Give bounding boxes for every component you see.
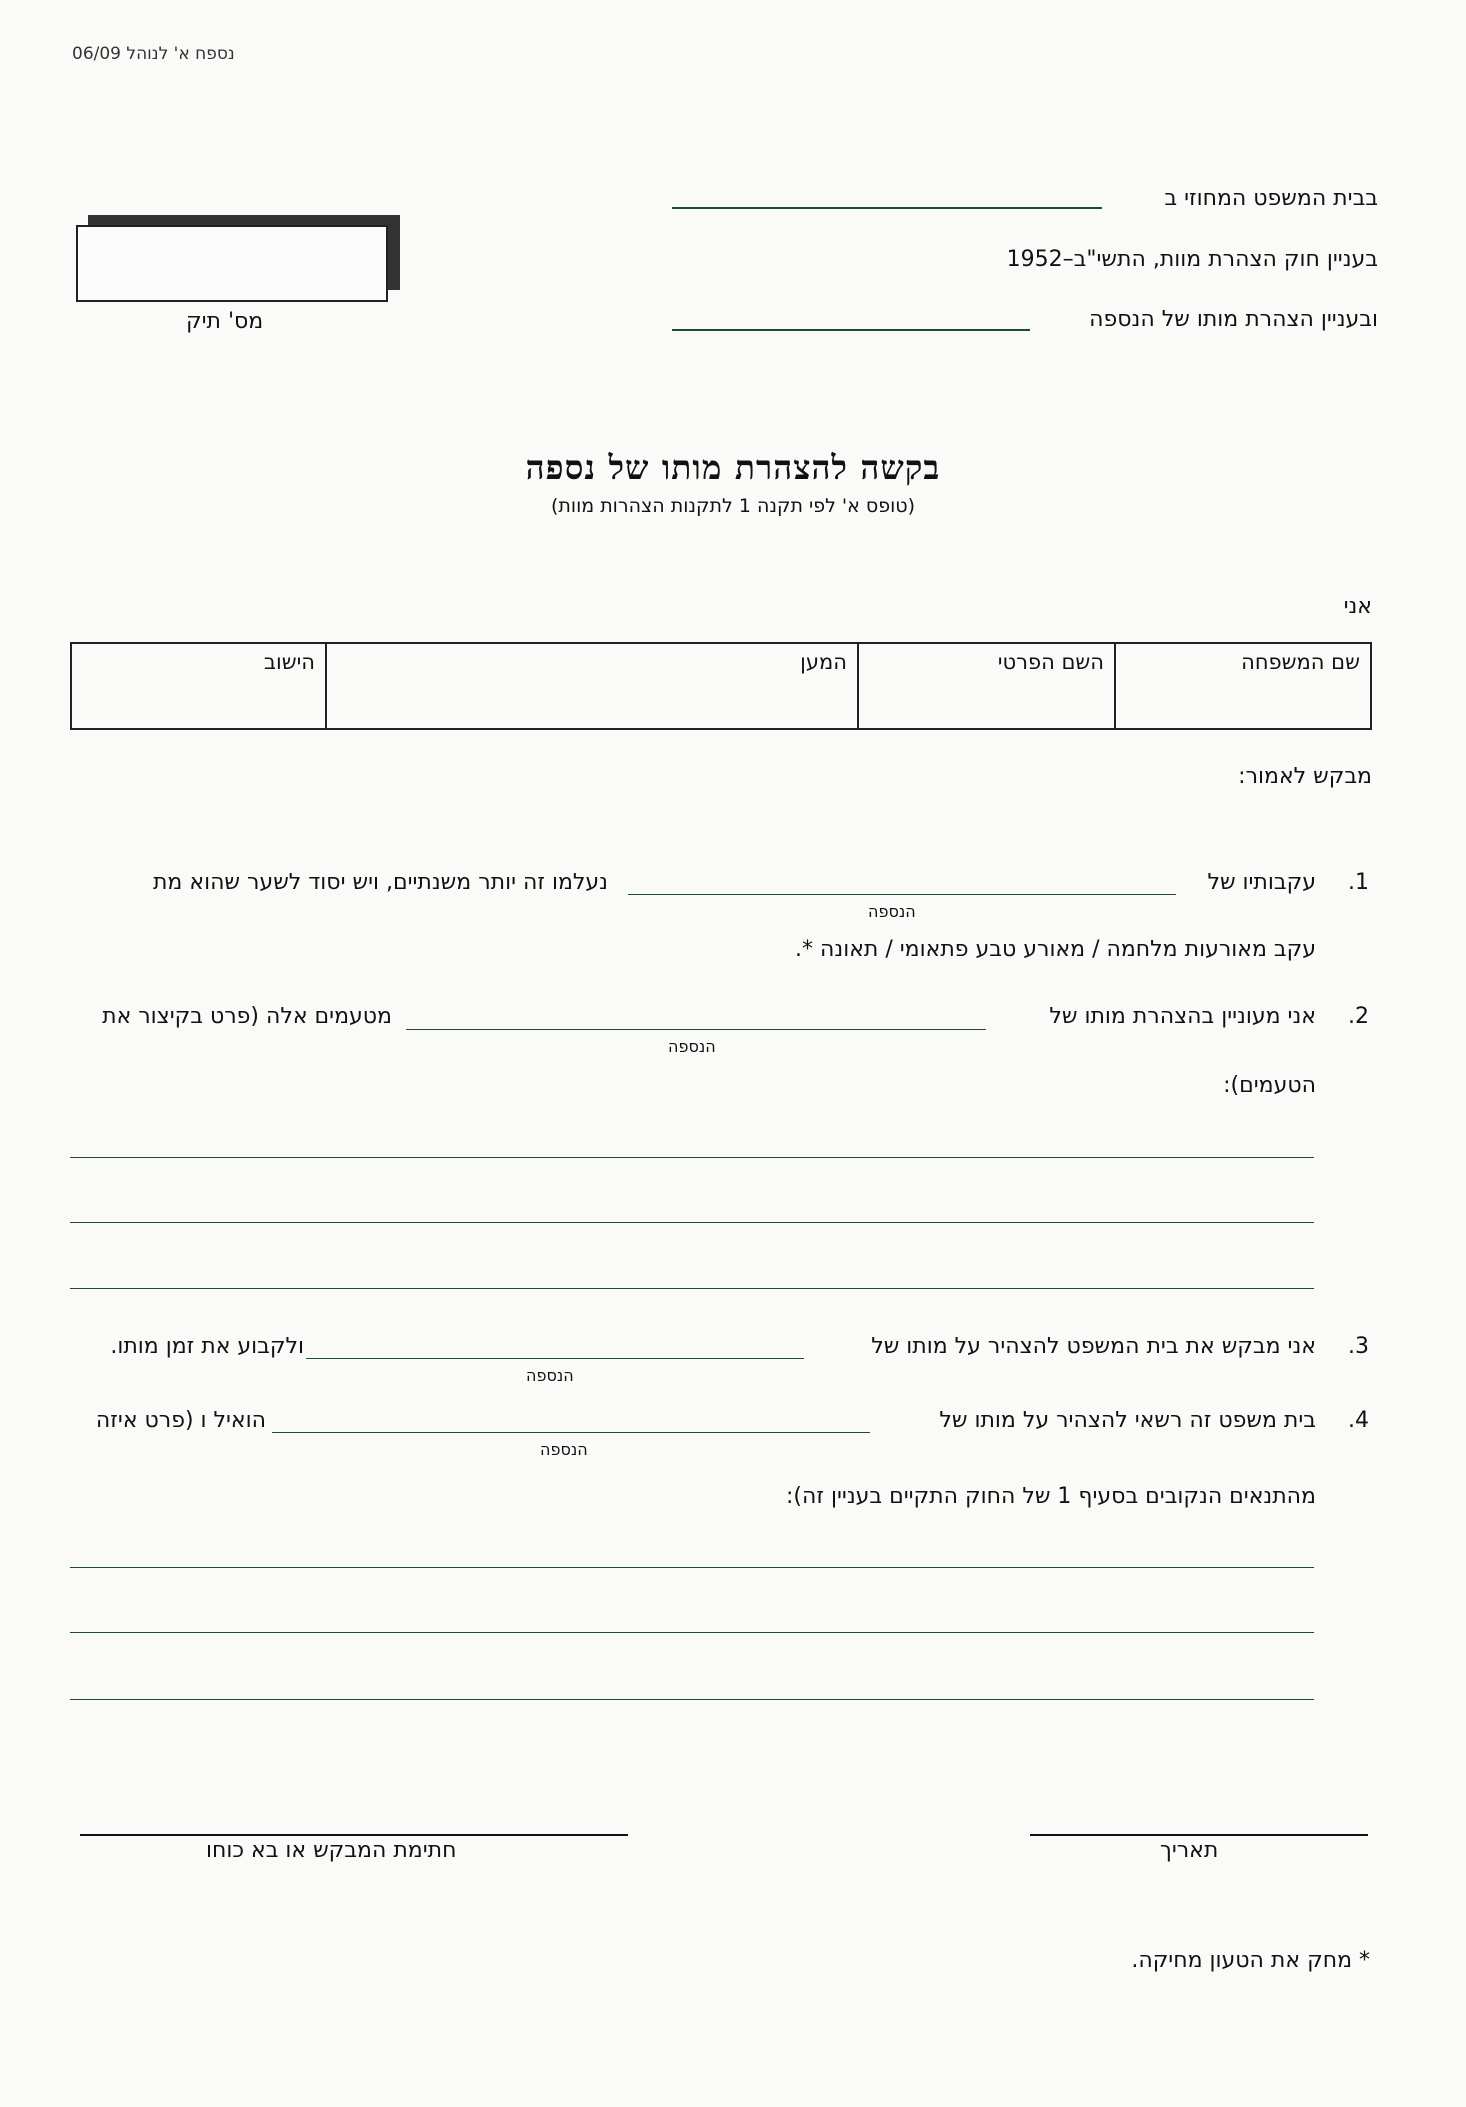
item2-text-end: מטעמים אלה (פרט בקיצור את [102,1004,392,1029]
item3-text-end: ולקבוע את זמן מותו. [110,1334,304,1359]
date-label: תאריך [1160,1838,1219,1863]
form-code: נספח א' לנוהל 06/09 [72,44,235,64]
footnote: * מחק את הטעון מחיקה. [1131,1948,1370,1973]
cell-last-name[interactable] [1114,644,1370,728]
matter-line: ובעניין הצהרת מותו של הנספה [1089,307,1378,332]
item3-deceased-field[interactable] [306,1358,804,1359]
item4-conditions-line-2[interactable] [70,1632,1314,1633]
item3-number: .3 [1348,1334,1369,1359]
item2-text-start: אני מעוניין בהצהרת מותו של [1049,1004,1316,1029]
law-line: בעניין חוק הצהרת מוות, התשי"ב–1952 [1006,247,1378,272]
cell-address[interactable] [325,644,857,728]
cell-first-name[interactable] [857,644,1114,728]
item2-field-caption: הנספה [668,1037,716,1056]
item4-conditions-line-1[interactable] [70,1567,1314,1568]
col-locality: הישוב [263,650,315,674]
cell-locality[interactable] [72,644,325,728]
file-number-label: מס' תיק [186,309,264,334]
col-address: המען [800,650,847,674]
applicant-details-table [70,642,1372,730]
item4-text-end: הואיל ו (פרט איזה [95,1408,266,1433]
item1-line2: עקב מאורעות מלחמה / מאורע טבע פתאומי / תאונה *. [795,937,1316,962]
item2-reasons-line-1[interactable] [70,1157,1314,1158]
item4-number: .4 [1348,1408,1369,1433]
item1-deceased-field[interactable] [628,894,1176,895]
item2-reasons-line-2[interactable] [70,1222,1314,1223]
item1-number: .1 [1348,870,1369,895]
item3-field-caption: הנספה [526,1366,574,1385]
item4-text-start: בית משפט זה רשאי להצהיר על מותו של [939,1408,1316,1433]
file-number-box[interactable] [76,225,388,302]
item4-line2: מהתנאים הנקובים בסעיף 1 של החוק התקיים בעניין זה): [786,1484,1316,1509]
item4-deceased-field[interactable] [272,1432,870,1433]
applicant-intro: אני [1343,594,1372,619]
document-subtitle: (טופס א' לפי תקנה 1 לתקנות הצהרות מוות) [551,495,915,517]
item1-text-end: נעלמו זה יותר משנתיים, ויש יסוד לשער שהוא מת [152,870,608,895]
item4-conditions-line-3[interactable] [70,1699,1314,1700]
item2-deceased-field[interactable] [406,1029,986,1030]
requests-label: מבקש לאמור: [1238,764,1372,789]
item1-text-start: עקבותיו של [1207,870,1316,895]
item2-reasons-line-3[interactable] [70,1288,1314,1289]
col-last-name: שם המשפחה [1241,650,1360,674]
deceased-name-field[interactable] [672,329,1030,331]
document-title: בקשה להצהרת מותו של נספה [525,448,941,487]
date-field[interactable] [1030,1834,1368,1836]
signature-field[interactable] [80,1834,628,1836]
item1-field-caption: הנספה [868,902,916,921]
item2-line2: הטעמים): [1223,1073,1316,1098]
col-first-name: השם הפרטי [997,650,1104,674]
court-line: בבית המשפט המחוזי ב [1164,186,1378,211]
item4-field-caption: הנספה [540,1440,588,1459]
item2-number: .2 [1348,1004,1369,1029]
signature-label: חתימת המבקש או בא כוחו [206,1838,457,1863]
item3-text-start: אני מבקש את בית המשפט להצהיר על מותו של [871,1334,1316,1359]
court-field[interactable] [672,207,1102,209]
